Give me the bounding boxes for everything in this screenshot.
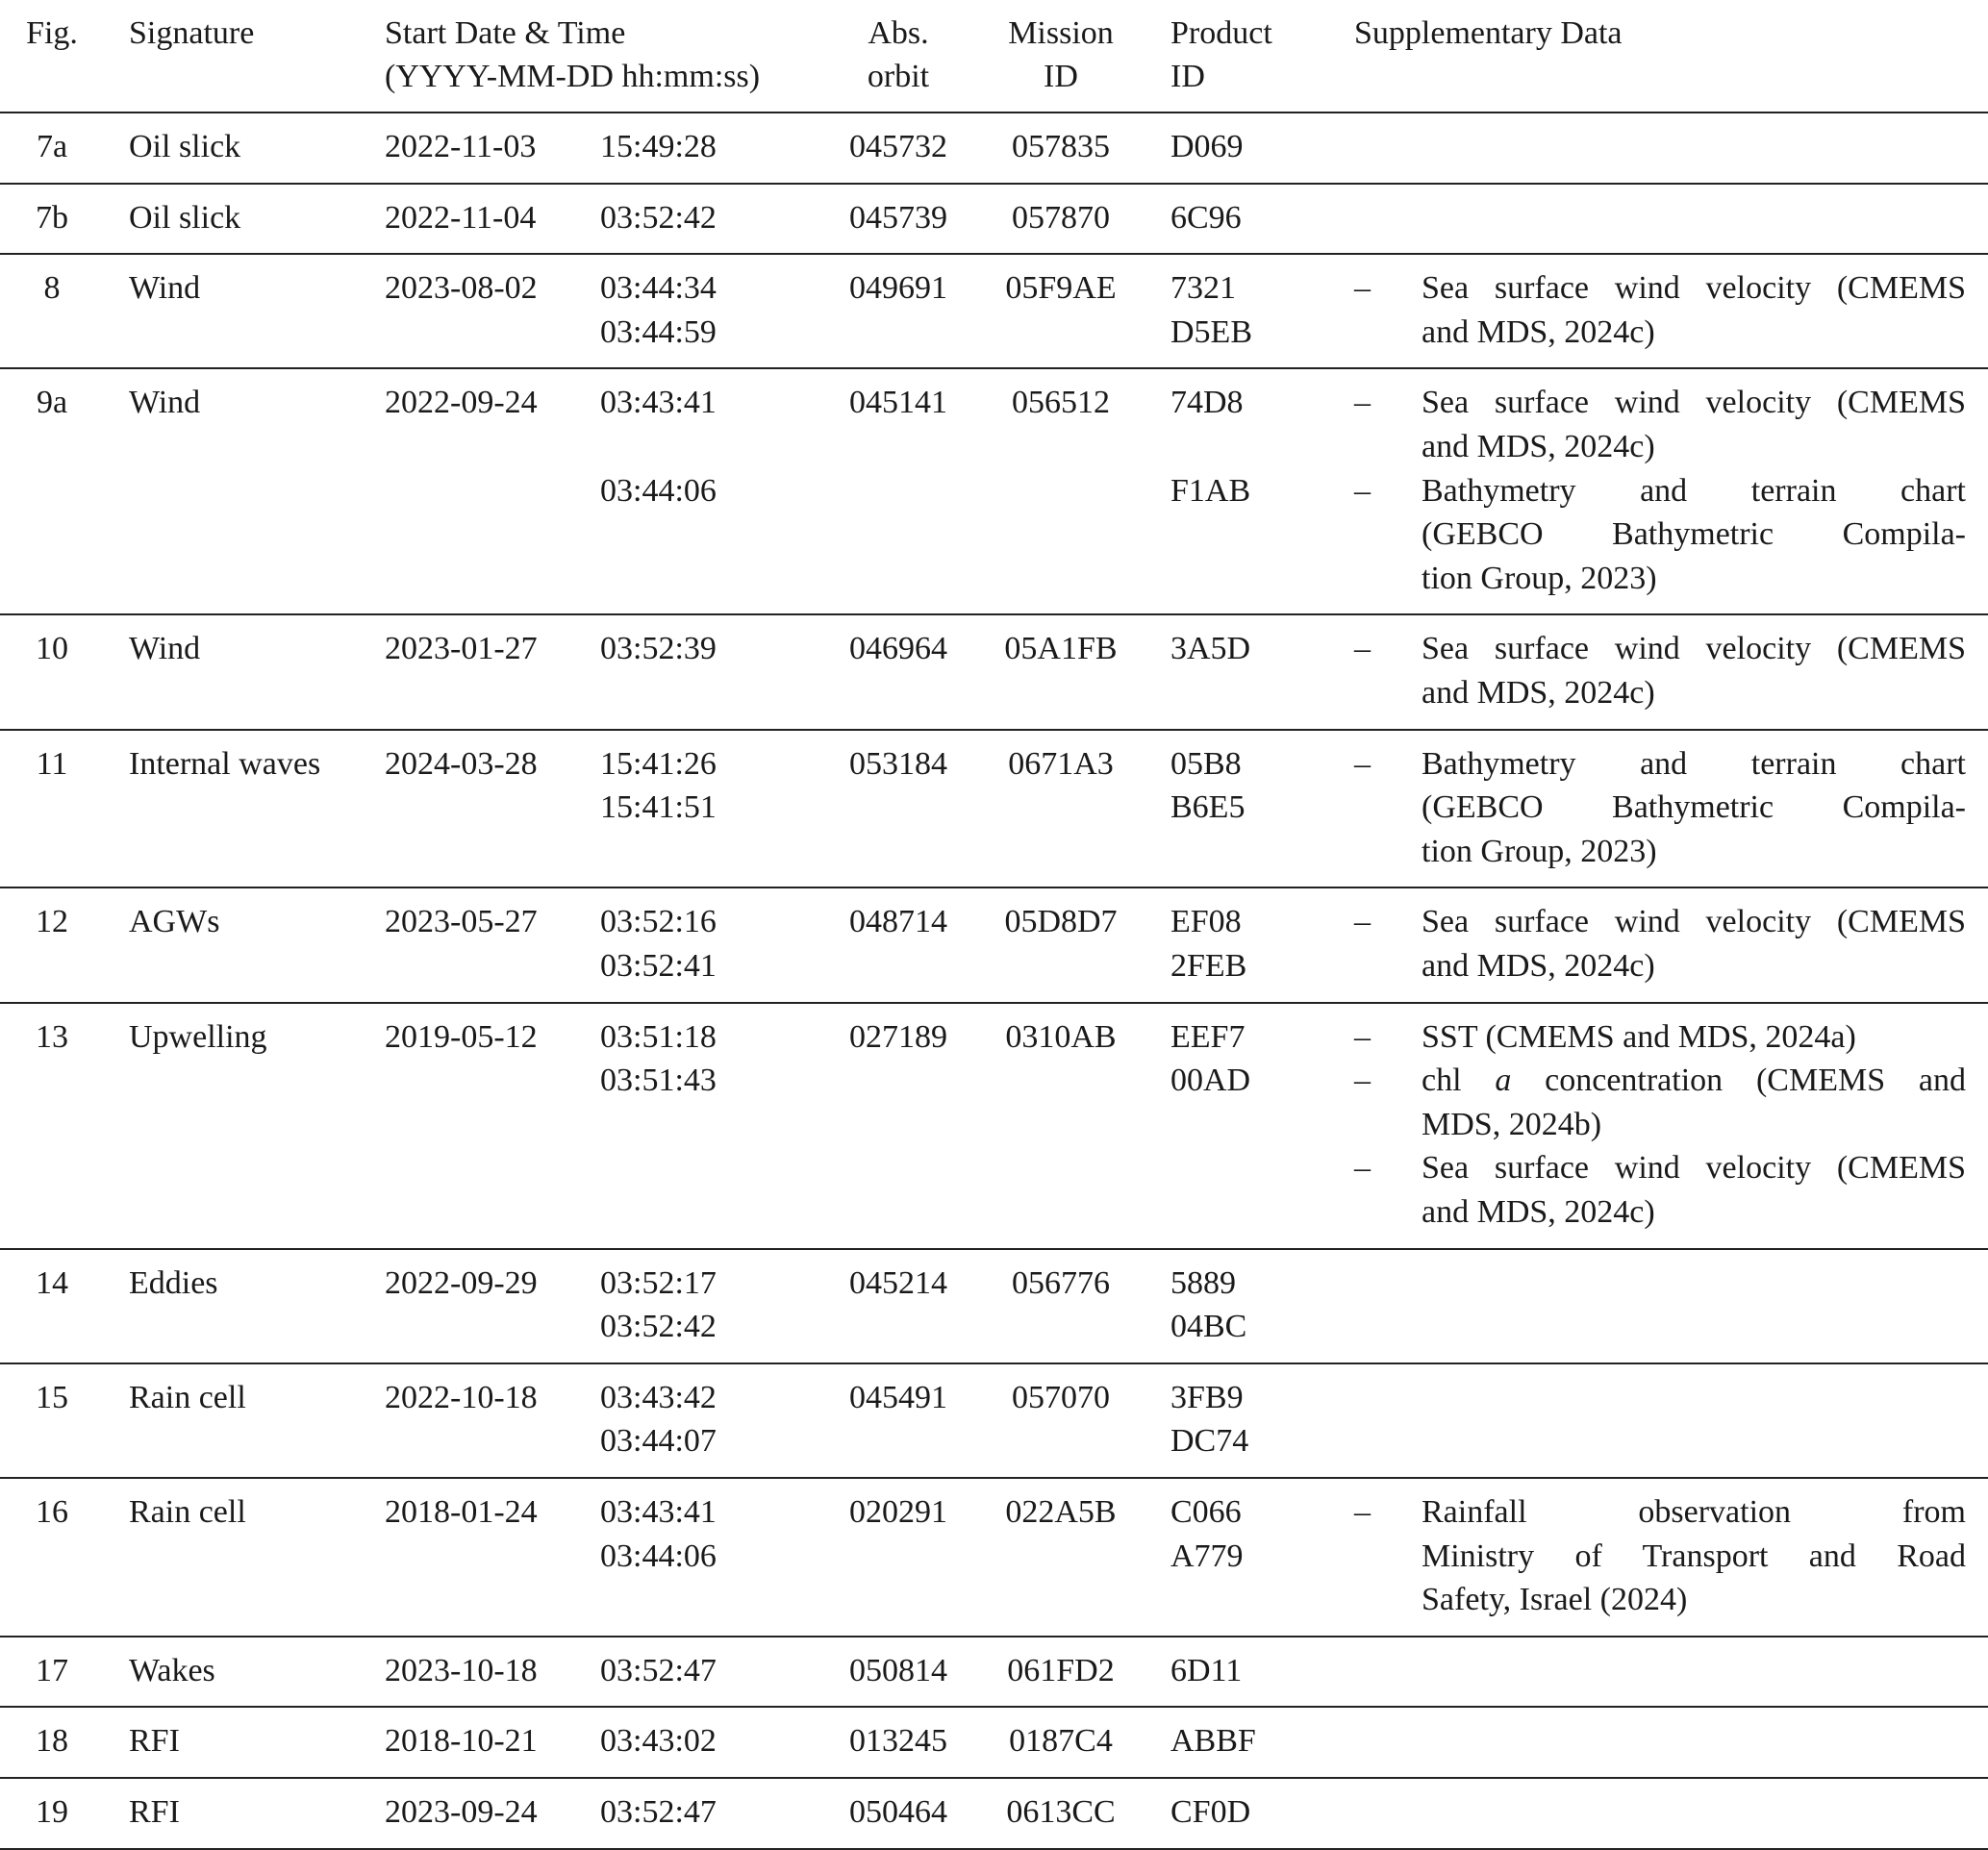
cell-time: 03:52:39 xyxy=(600,631,717,667)
cell-time: 03:52:41 xyxy=(600,947,717,984)
dash-bullet: – xyxy=(1354,1018,1371,1055)
supplementary-line: Sea surface wind velocity (CMEMS xyxy=(1422,631,1966,667)
cell-time: 03:52:16 xyxy=(600,904,717,940)
cell-product: 6D11 xyxy=(1170,1652,1243,1688)
cell-mission: 057835 xyxy=(1012,129,1110,164)
cell-date: 2018-01-24 xyxy=(385,1494,538,1530)
supplementary-item xyxy=(1354,1059,1966,1146)
dash-bullet: – xyxy=(1354,1062,1371,1099)
cell-mission: 0310AB xyxy=(1005,1018,1117,1055)
supplementary-line: SST (CMEMS and MDS, 2024a) xyxy=(1422,1018,1856,1055)
cell-product: 6C96 xyxy=(1170,199,1242,236)
cell-signature: AGWs xyxy=(129,904,220,940)
supplementary-text xyxy=(1422,1490,1966,1622)
cell-supplementary xyxy=(1354,381,1966,600)
cell-fig: 10 xyxy=(36,631,68,667)
cell-product: 05B8 xyxy=(1170,745,1242,782)
cell-date: 2022-10-18 xyxy=(385,1379,538,1415)
supplementary-line: Safety, Israel (2024) xyxy=(1422,1582,1688,1618)
cell-orbit: 048714 xyxy=(849,904,947,940)
supplementary-line: MDS, 2024b) xyxy=(1422,1106,1602,1142)
table-row xyxy=(0,369,1988,613)
cell-orbit: 045739 xyxy=(849,199,947,236)
header-product-line1: Product xyxy=(1170,15,1272,51)
supplementary-line: Sea surface wind velocity (CMEMS xyxy=(1422,904,1966,940)
table-row xyxy=(0,1364,1988,1477)
supplementary-line: tion Group, 2023) xyxy=(1422,833,1657,869)
supplementary-item xyxy=(1354,1146,1966,1234)
cell-supplementary xyxy=(1354,627,1966,714)
supplementary-text xyxy=(1422,469,1966,601)
cell-product: F1AB xyxy=(1170,472,1251,509)
cell-orbit: 050814 xyxy=(849,1652,947,1688)
cell-fig: 9a xyxy=(36,385,68,421)
cell-fig: 8 xyxy=(43,270,61,307)
cell-product: 2FEB xyxy=(1170,947,1247,984)
supplementary-line: and MDS, 2024c) xyxy=(1422,947,1655,984)
cell-product: DC74 xyxy=(1170,1423,1249,1460)
cell-signature: Wakes xyxy=(129,1652,215,1688)
cell-orbit: 027189 xyxy=(849,1018,947,1055)
cell-date: 2023-08-02 xyxy=(385,270,538,307)
supplementary-line: (GEBCO Bathymetric Compila- xyxy=(1422,516,1966,553)
cell-time: 03:43:41 xyxy=(600,1494,717,1530)
cell-mission: 061FD2 xyxy=(1007,1652,1115,1688)
supplementary-item xyxy=(1354,381,1966,468)
table-row xyxy=(0,185,1988,254)
supplementary-text xyxy=(1422,381,1966,468)
supplementary-item xyxy=(1354,900,1966,988)
supplementary-text xyxy=(1422,627,1966,714)
cell-fig: 11 xyxy=(36,745,68,782)
cell-product: 5889 xyxy=(1170,1264,1236,1301)
supplementary-text xyxy=(1422,1015,1966,1060)
cell-product: ABBF xyxy=(1170,1723,1256,1760)
cell-signature: Oil slick xyxy=(129,199,241,236)
cell-mission: 05A1FB xyxy=(1004,631,1118,667)
cell-signature: Wind xyxy=(129,270,201,307)
cell-supplementary xyxy=(1354,266,1966,354)
cell-time: 15:41:51 xyxy=(600,789,717,826)
cell-signature: Wind xyxy=(129,631,201,667)
supplementary-item xyxy=(1354,1015,1966,1060)
cell-time: 03:44:07 xyxy=(600,1423,717,1460)
cell-fig: 19 xyxy=(36,1794,68,1830)
cell-product: C066 xyxy=(1170,1494,1242,1530)
cell-time: 15:49:28 xyxy=(600,129,717,164)
cell-time: 03:52:42 xyxy=(600,1309,717,1345)
table-row xyxy=(0,615,1988,728)
cell-product: 3A5D xyxy=(1170,631,1251,667)
cell-product: 74D8 xyxy=(1170,385,1244,421)
cell-orbit: 045732 xyxy=(849,129,947,164)
header-fig: Fig. xyxy=(26,15,78,51)
cell-time: 03:43:41 xyxy=(600,385,717,421)
supplementary-line: chl a concentration (CMEMS and xyxy=(1422,1062,1966,1099)
cell-fig: 17 xyxy=(36,1652,68,1688)
dash-bullet: – xyxy=(1354,631,1371,667)
table-row xyxy=(0,1638,1988,1707)
dash-bullet: – xyxy=(1354,1494,1371,1530)
cell-signature: Rain cell xyxy=(129,1379,246,1415)
cell-date: 2022-11-04 xyxy=(385,199,537,236)
cell-fig: 15 xyxy=(36,1379,68,1415)
header-mission-line1: Mission xyxy=(1008,15,1114,51)
table-row xyxy=(0,1250,1988,1362)
supplementary-text xyxy=(1422,266,1966,354)
table-row xyxy=(0,1708,1988,1777)
supplementary-item xyxy=(1354,742,1966,874)
cell-product: EEF7 xyxy=(1170,1018,1246,1055)
cell-orbit: 045141 xyxy=(849,385,947,421)
header-abs-line1: Abs. xyxy=(868,15,929,51)
cell-product: D069 xyxy=(1170,129,1244,164)
cell-mission: 0613CC xyxy=(1006,1794,1116,1830)
cell-signature: Wind xyxy=(129,385,201,421)
table-row xyxy=(0,888,1988,1001)
cell-mission: 057870 xyxy=(1012,199,1110,236)
table-row xyxy=(0,255,1988,367)
cell-time: 03:44:06 xyxy=(600,472,717,509)
supplementary-line: (GEBCO Bathymetric Compila- xyxy=(1422,789,1966,826)
supplementary-line: Bathymetry and terrain chart xyxy=(1422,472,1966,509)
supplementary-text xyxy=(1422,742,1966,874)
supplementary-item xyxy=(1354,1490,1966,1622)
cell-orbit: 053184 xyxy=(849,745,947,782)
cell-fig: 14 xyxy=(36,1264,68,1301)
cell-fig: 13 xyxy=(36,1018,68,1055)
cell-date: 2022-09-29 xyxy=(385,1264,538,1301)
cell-time: 03:43:42 xyxy=(600,1379,717,1415)
supplementary-line: and MDS, 2024c) xyxy=(1422,428,1655,464)
cell-mission: 0671A3 xyxy=(1008,745,1114,782)
cell-date: 2023-10-18 xyxy=(385,1652,538,1688)
table-row xyxy=(0,1779,1988,1848)
supplementary-item xyxy=(1354,266,1966,354)
supplementary-line: Sea surface wind velocity (CMEMS xyxy=(1422,1150,1966,1187)
table-row xyxy=(0,113,1988,183)
cell-fig: 7a xyxy=(36,129,68,164)
supplementary-text xyxy=(1422,1059,1966,1146)
cell-time: 03:43:02 xyxy=(600,1723,717,1760)
cell-time: 03:44:34 xyxy=(600,270,717,307)
table-header xyxy=(0,0,1988,112)
supplementary-text xyxy=(1422,1146,1966,1234)
header-signature: Signature xyxy=(129,15,255,51)
dash-bullet: – xyxy=(1354,745,1371,782)
supplementary-line: and MDS, 2024c) xyxy=(1422,313,1655,350)
cell-mission: 056512 xyxy=(1012,385,1110,421)
cell-signature: RFI xyxy=(129,1723,180,1760)
cell-date: 2023-05-27 xyxy=(385,904,538,940)
supplementary-line: tion Group, 2023) xyxy=(1422,560,1657,596)
supplementary-text xyxy=(1422,900,1966,988)
cell-date: 2023-09-24 xyxy=(385,1794,538,1830)
cell-orbit: 049691 xyxy=(849,270,947,307)
supplementary-line: Sea surface wind velocity (CMEMS xyxy=(1422,385,1966,421)
cell-signature: RFI xyxy=(129,1794,180,1830)
cell-time: 15:41:26 xyxy=(600,745,717,782)
cell-product: EF08 xyxy=(1170,904,1242,940)
cell-signature: Eddies xyxy=(129,1264,218,1301)
cell-date: 2024-03-28 xyxy=(385,745,538,782)
cell-orbit: 046964 xyxy=(849,631,947,667)
cell-date: 2022-11-03 xyxy=(385,129,537,164)
cell-time: 03:52:42 xyxy=(600,199,717,236)
supplementary-line: Ministry of Transport and Road xyxy=(1422,1538,1966,1574)
cell-date: 2022-09-24 xyxy=(385,385,538,421)
dash-bullet: – xyxy=(1354,270,1371,307)
header-start-line2: (YYYY-MM-DD hh:mm:ss) xyxy=(385,59,761,94)
cell-orbit: 020291 xyxy=(849,1494,947,1530)
dash-bullet: – xyxy=(1354,472,1371,509)
cell-product: A779 xyxy=(1170,1538,1244,1574)
cell-time: 03:51:18 xyxy=(600,1018,717,1055)
supplementary-line: Bathymetry and terrain chart xyxy=(1422,745,1966,782)
dash-bullet: – xyxy=(1354,1150,1371,1187)
supplementary-line: and MDS, 2024c) xyxy=(1422,674,1655,711)
cell-signature: Upwelling xyxy=(129,1018,267,1055)
cell-date: 2023-01-27 xyxy=(385,631,538,667)
cell-product: 00AD xyxy=(1170,1062,1251,1099)
cell-time: 03:52:17 xyxy=(600,1264,717,1301)
cell-time: 03:44:59 xyxy=(600,313,717,350)
table-row xyxy=(0,731,1988,888)
cell-orbit: 045491 xyxy=(849,1379,947,1415)
table-row xyxy=(0,1004,1988,1248)
cell-mission: 05D8D7 xyxy=(1004,904,1118,940)
cell-time: 03:52:47 xyxy=(600,1794,717,1830)
dash-bullet: – xyxy=(1354,385,1371,421)
cell-date: 2019-05-12 xyxy=(385,1018,538,1055)
cell-supplementary xyxy=(1354,742,1966,874)
cell-fig: 16 xyxy=(36,1494,68,1530)
cell-mission: 0187C4 xyxy=(1009,1723,1113,1760)
header-product-line2: ID xyxy=(1170,59,1205,94)
cell-signature: Internal waves xyxy=(129,745,321,782)
cell-fig: 7b xyxy=(36,199,68,236)
cell-product: 7321 xyxy=(1170,270,1236,307)
cell-date: 2018-10-21 xyxy=(385,1723,538,1760)
cell-supplementary xyxy=(1354,1015,1966,1235)
cell-orbit: 045214 xyxy=(849,1264,947,1301)
cell-time: 03:52:47 xyxy=(600,1652,717,1688)
cell-signature: Rain cell xyxy=(129,1494,246,1530)
cell-time: 03:51:43 xyxy=(600,1062,717,1099)
header-start-line1: Start Date & Time xyxy=(385,15,626,51)
cell-product: 04BC xyxy=(1170,1309,1247,1345)
supplementary-line: Rainfall observation from xyxy=(1422,1494,1966,1530)
cell-supplementary xyxy=(1354,900,1966,988)
table-row xyxy=(0,1479,1988,1636)
supplementary-line: Sea surface wind velocity (CMEMS xyxy=(1422,270,1966,307)
cell-product: B6E5 xyxy=(1170,789,1246,826)
cell-product: D5EB xyxy=(1170,313,1252,350)
cell-supplementary xyxy=(1354,1490,1966,1622)
cell-product: CF0D xyxy=(1170,1794,1251,1830)
cell-mission: 05F9AE xyxy=(1005,270,1117,307)
supplementary-item xyxy=(1354,469,1966,601)
cell-orbit: 013245 xyxy=(849,1723,947,1760)
header-mission-line2: ID xyxy=(1044,59,1078,94)
header-supplementary: Supplementary Data xyxy=(1354,15,1623,51)
cell-time: 03:44:06 xyxy=(600,1538,717,1574)
cell-signature: Oil slick xyxy=(129,129,241,164)
cell-mission: 022A5B xyxy=(1005,1494,1117,1530)
dash-bullet: – xyxy=(1354,904,1371,940)
cell-fig: 12 xyxy=(36,904,68,940)
cell-mission: 056776 xyxy=(1012,1264,1110,1301)
cell-orbit: 050464 xyxy=(849,1794,947,1830)
supplementary-line: and MDS, 2024c) xyxy=(1422,1193,1655,1230)
row-rule xyxy=(0,1848,1988,1850)
supplementary-item xyxy=(1354,627,1966,714)
header-abs-line2: orbit xyxy=(867,59,930,94)
cell-fig: 18 xyxy=(36,1723,68,1760)
cell-product: 3FB9 xyxy=(1170,1379,1244,1415)
cell-mission: 057070 xyxy=(1012,1379,1110,1415)
